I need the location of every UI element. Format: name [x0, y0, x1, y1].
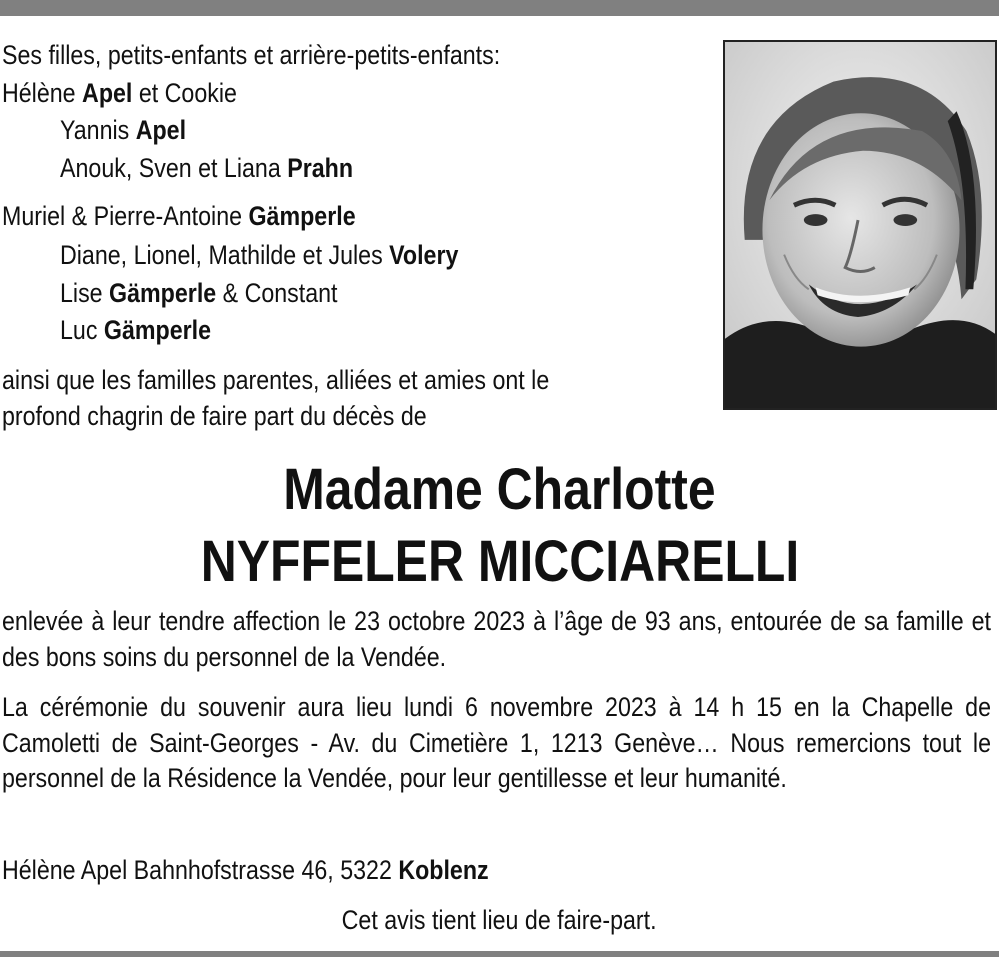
announce-line-2: profond chagrin de faire part du décès de	[2, 401, 427, 431]
family-line-6: Lise Gämperle & Constant	[60, 278, 338, 308]
family-line-7: Luc Gämperle	[60, 315, 212, 345]
portrait-photo	[723, 40, 997, 410]
closing-line: Cet avis tient lieu de faire-part.	[342, 905, 657, 935]
deceased-name-line-2: NYFFELER MICCIARELLI	[200, 529, 799, 594]
intro-line: Ses filles, petits-enfants et arrière-petits-enfants:	[2, 40, 501, 70]
address-line: Hélène Apel Bahnhofstrasse 46, 5322 Koblenz	[2, 855, 489, 885]
family-line-4: Muriel & Pierre-Antoine Gämperle	[2, 201, 356, 231]
family-line-2: Yannis Apel	[60, 115, 187, 145]
family-line-1: Hélène Apel et Cookie	[2, 78, 237, 108]
deceased-name-line-1: Madame Charlotte	[283, 457, 716, 522]
paragraph-passing: enlevée à leur tendre affection le 23 octobre 2023 à l’âge de 93 ans, entourée de sa famille et des bons soins du personnel de la Vendée.	[2, 606, 991, 672]
paragraph-ceremony: La cérémonie du souvenir aura lieu lundi 6 novembre 2023 à 14 h 15 en la Chapelle de Camoletti de Saint-Georges - Av. du Cimetière 1, 1213 Genève… Nous remercions tout le personnel de la Résidence la Vendée, pour leur gentillesse et leur humanité.	[2, 692, 991, 793]
announce-line-1: ainsi que les familles parentes, alliées et amies ont le	[2, 365, 550, 395]
bottom-rule	[0, 951, 999, 957]
top-rule	[0, 0, 999, 16]
family-line-3: Anouk, Sven et Liana Prahn	[60, 153, 354, 183]
family-line-5: Diane, Lionel, Mathilde et Jules Volery	[60, 240, 459, 270]
